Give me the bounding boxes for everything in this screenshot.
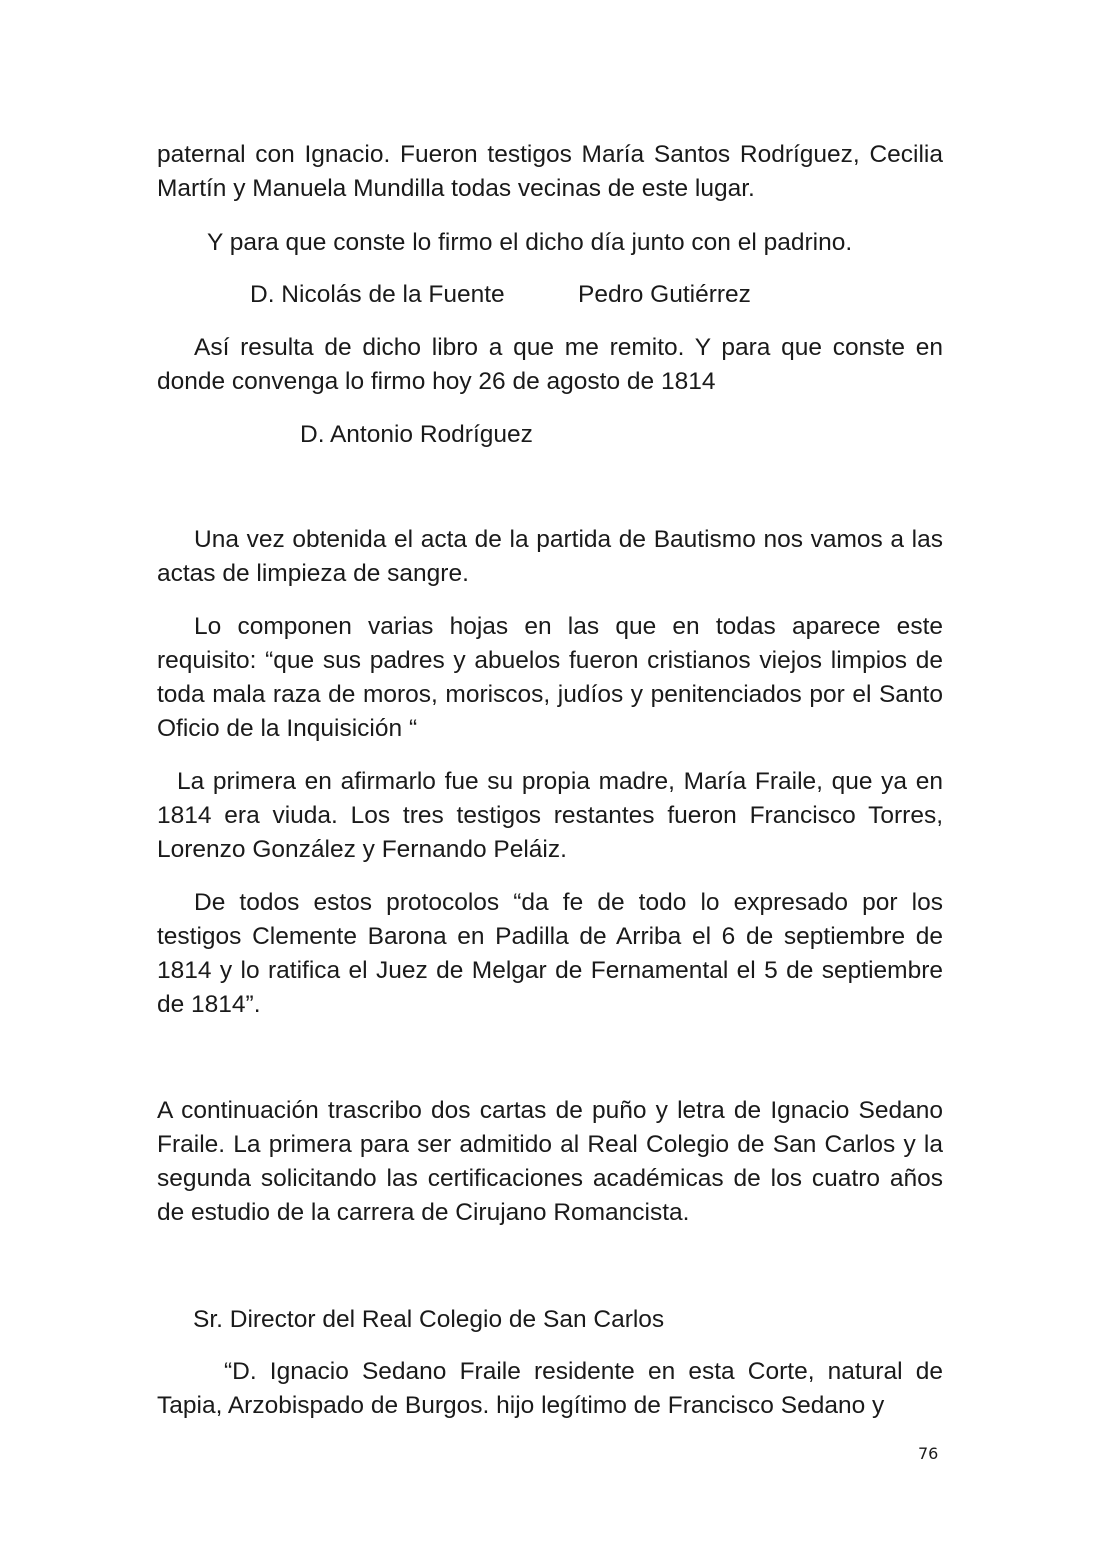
signature-antonio: D. Antonio Rodríguez bbox=[300, 421, 533, 448]
paragraph-mother-witness: La primera en afirmarlo fue su propia madre, María Fraile, que ya en 1814 era viuda. Los tres testigos restantes fueron Francisco Torres, Lorenzo González y Fernando Peláiz. bbox=[157, 768, 943, 863]
paragraph-signing-statement: Y para que conste lo firmo el dicho día junto con el padrino. bbox=[207, 229, 853, 256]
letter-body-start: “D. Ignacio Sedano Fraile residente en esta Corte, natural de Tapia, Arzobispado de Burgos. hijo legítimo de Francisco Sedano y bbox=[157, 1358, 943, 1419]
letter-salutation: Sr. Director del Real Colegio de San Carlos bbox=[193, 1306, 665, 1333]
paragraph-baptism-record: Una vez obtenida el acta de la partida de Bautismo nos vamos a las actas de limpieza de sangre. bbox=[157, 526, 943, 587]
page-number: 76 bbox=[918, 1444, 939, 1463]
paragraph-protocols: De todos estos protocolos “da fe de todo lo expresado por los testigos Clemente Barona en Padilla de Arriba el 6 de septiembre de 1814 y lo ratifica el Juez de Melgar de Fernamental el 5 de septiembre de 1814”. bbox=[157, 889, 943, 1018]
paragraph-witnesses: paternal con Ignacio. Fueron testigos María Santos Rodríguez, Cecilia Martín y Manuela Mundilla todas vecinas de este lugar. bbox=[157, 141, 943, 202]
signature-nicolas: D. Nicolás de la Fuente bbox=[250, 281, 505, 308]
paragraph-letters-intro: A continuación trascribo dos cartas de puño y letra de Ignacio Sedano Fraile. La primera para ser admitido al Real Colegio de San Carlos y la segunda solicitando las certificaciones académicas de los cuatro años de estudio de la carrera de Cirujano Romancista. bbox=[157, 1097, 943, 1226]
paragraph-requirement: Lo componen varias hojas en las que en todas aparece este requisito: “que sus padres y abuelos fueron cristianos viejos limpios de toda mala raza de moros, moriscos, judíos y penitenciados por el Santo Oficio de la Inquisición “ bbox=[157, 613, 943, 742]
signature-pedro: Pedro Gutiérrez bbox=[578, 281, 751, 308]
paragraph-certification: Así resulta de dicho libro a que me remito. Y para que conste en donde convenga lo firmo hoy 26 de agosto de 1814 bbox=[157, 334, 943, 395]
